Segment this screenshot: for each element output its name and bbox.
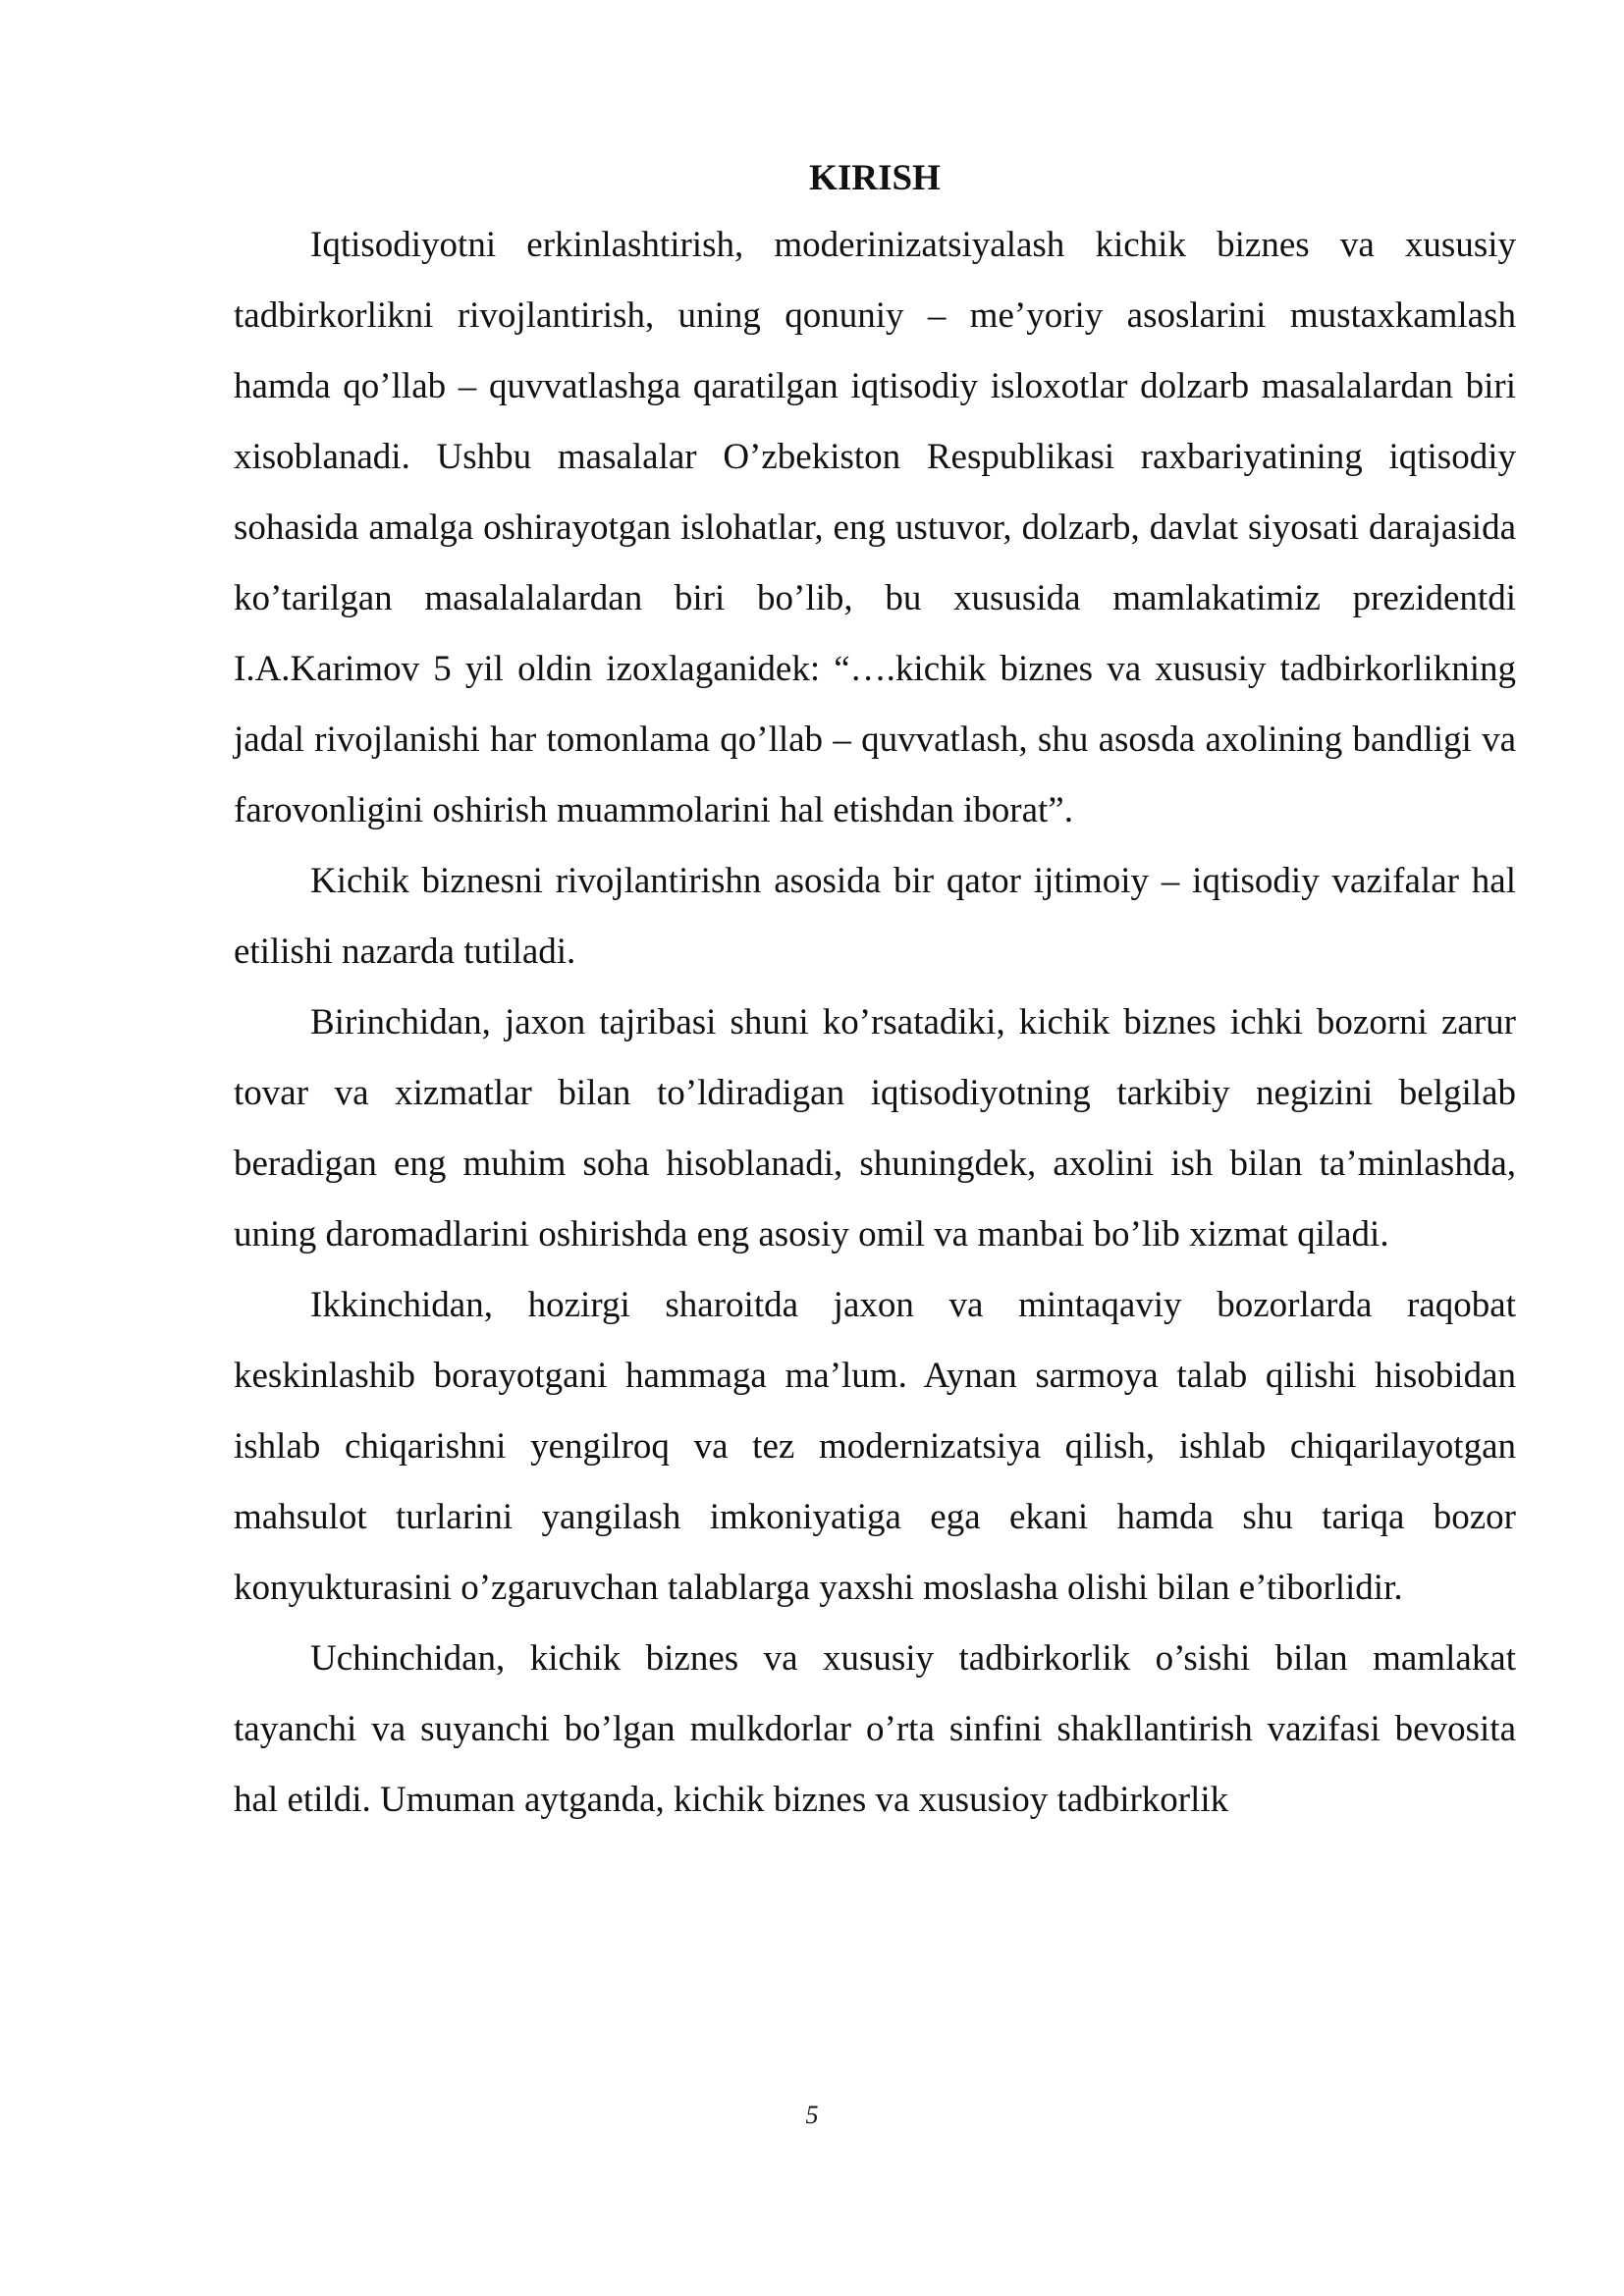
page-body [234, 147, 1516, 1836]
page-title: KIRISH [809, 158, 941, 198]
paragraph-tasks: Kichik biznesni rivojlantirishn asosida bir qator ijtimoiy – iqtisodiy vazifalar hal etilishi nazarda tutiladi. [234, 861, 1516, 972]
paragraph-third: Uchinchidan, kichik biznes va xususiy tadbirkorlik o’sishi bilan mamlakat tayanchi va suyanchi bo’lgan mulkdorlar o’rta sinfini shakllantirish vazifasi bevosita hal etildi. Umuman aytganda, kichik biznes va xususioy tadbirkorlik [234, 1638, 1516, 1820]
paragraph-intro: Iqtisodiyotni erkinlashtirish, moderinizatsiyalash kichik biznes va xususiy tadbirkorlikni rivojlantirish, uning qonuniy – me’yoriy asoslarini mustaxkamlash hamda qo’llab – quvvatlashga qaratilgan iqtisodiy isloxotlar dolzarb masalalardan biri xisoblanadi. Ushbu masalalar O’zbekiston Respublikasi raxbariyatining iqtisodiy sohasida amalga oshirayotgan islohatlar, eng ustuvor, dolzarb, davlat siyosati darajasida ko’tarilgan masalalalardan biri bo’lib, bu xususida mamlakatimiz prezidentdi I.A.Karimov 5 yil oldin izoxlaganidek: “….kichik biznes va xususiy tadbirkorlikning jadal rivojlanishi har tomonlama qo’llab – quvvatlash, shu asosda axolining bandligi va farovonligini oshirish muammolarini hal etishdan iborat”. [234, 225, 1516, 830]
page-number: 5 [805, 2101, 819, 2129]
paragraph-second: Ikkinchidan, hozirgi sharoitda jaxon va mintaqaviy bozorlarda raqobat keskinlashib borayotgani hammaga ma’lum. Aynan sarmoya talab qilishi hisobidan ishlab chiqarishni yengilroq va tez modernizatsiya qilish, ishlab chiqarilayotgan mahsulot turlarini yangilash imkoniyatiga ega ekani hamda shu tariqa bozor konyukturasini o’zgaruvchan talablarga yaxshi moslasha olishi bilan e’tiborlidir. [234, 1285, 1516, 1608]
paragraph-first: Birinchidan, jaxon tajribasi shuni ko’rsatadiki, kichik biznes ichki bozorni zarur tovar va xizmatlar bilan to’ldiradigan iqtisodiyotning tarkibiy negizini belgilab beradigan eng muhim soha hisoblanadi, shuningdek, axolini ish bilan ta’minlashda, uning daromadlarini oshirishda eng asosiy omil va manbai bo’lib xizmat qiladi. [234, 1002, 1516, 1255]
